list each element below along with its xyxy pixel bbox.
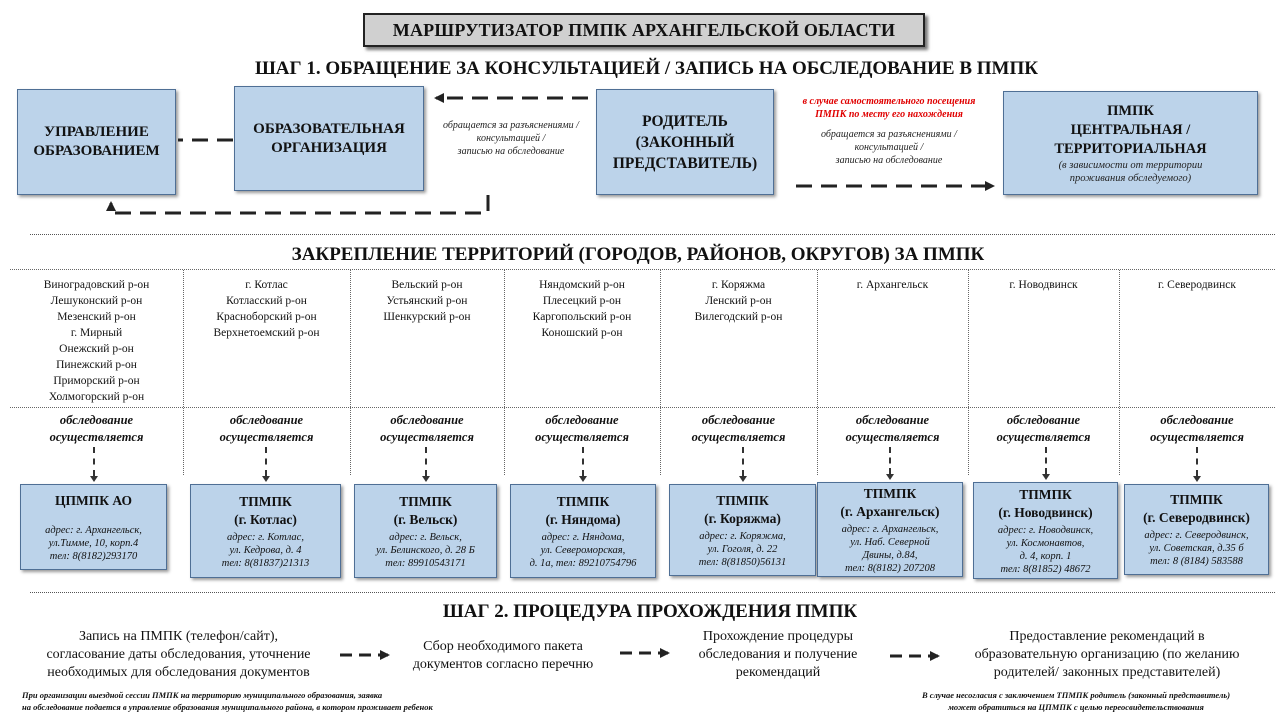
district-item: Няндомский р-он xyxy=(539,279,625,291)
down-arrow-head xyxy=(886,474,894,480)
district-item: Коношский р-он xyxy=(541,327,623,339)
exam-label: обследование осуществляется xyxy=(1150,413,1244,444)
district-item: Лешуконский р-он xyxy=(50,295,143,307)
pmpk-center-name: ТПМПК (г. Коряжма) xyxy=(704,492,781,526)
pmpk-label: ПМПК ЦЕНТРАЛЬНАЯ / ТЕРРИТОРИАЛЬНАЯ xyxy=(1054,102,1207,157)
down-arrow-head xyxy=(739,476,747,482)
district-item: г. Новодвинск xyxy=(1009,279,1078,291)
pmpk-center-name: ЦПМПК АО xyxy=(55,492,132,508)
education-dept-label: УПРАВЛЕНИЕ ОБРАЗОВАНИЕМ xyxy=(33,124,160,159)
district-list xyxy=(968,277,1119,293)
territory-heading: ЗАКРЕПЛЕНИЕ ТЕРРИТОРИЙ (ГОРОДОВ, РАЙОНОВ, ОКРУГОВ) ЗА ПМПК xyxy=(291,244,985,265)
district-item: Виноградовский р-он xyxy=(43,279,150,291)
footnote-right: В случае несогласия с заключением ТПМПК родитель (законный представитель) может обратиться на ЦПМПК с целью переосвидетельствования xyxy=(921,690,1231,712)
exam-label: обследование осуществляется xyxy=(845,413,940,444)
exam-label: обследование осуществляется xyxy=(219,413,314,444)
divider-1 xyxy=(30,234,1275,235)
exam-label: обследование осуществляется xyxy=(380,413,474,444)
step2-item-4: Предоставление рекомендаций в образовательную организацию (по желанию родителей/ законных представителей) xyxy=(974,629,1240,680)
district-item: г. Северодвинск xyxy=(1157,279,1236,291)
pmpk-center-box xyxy=(1124,484,1269,575)
pmpk-center-name: ТПМПК (г. Котлас) xyxy=(234,493,297,527)
footnote-left: При организации выездной сессии ПМПК на территорию муниципального образования, заявка на обследование подается в управление образования муниципального района, в котором проживает ребенок xyxy=(22,690,433,712)
district-item: Ленский р-он xyxy=(705,295,772,307)
down-arrow-head xyxy=(1193,476,1201,482)
pmpk-center-address: адрес: г. Няндома, ул. Североморская, д. 1а, тел: 89210754796 xyxy=(529,531,637,569)
step2-item-1: Запись на ПМПК (телефон/сайт), согласование даты обследования, уточнение необходимых для обследования документов xyxy=(46,629,311,680)
pmpk-center-box xyxy=(973,482,1118,579)
district-item: Вельский р-он xyxy=(391,279,463,291)
district-item: Пинежский р-он xyxy=(56,359,137,371)
page-title: МАРШРУТИЗАТОР ПМПК АРХАНГЕЛЬСКОЙ ОБЛАСТИ xyxy=(363,13,925,47)
step2-heading: ШАГ 2. ПРОЦЕДУРА ПРОХОЖДЕНИЯ ПМПК xyxy=(442,601,858,622)
parent-box xyxy=(596,89,774,195)
note-right-red: в случае самостоятельного посещения ПМПК по месту его нахождения xyxy=(802,96,976,120)
pmpk-center-name: ТПМПК (г. Вельск) xyxy=(393,493,458,527)
down-arrow-line xyxy=(265,447,267,476)
step1-heading: ШАГ 1. ОБРАЩЕНИЕ ЗА КОНСУЛЬТАЦИЕЙ / ЗАПИСЬ НА ОБСЛЕДОВАНИЕ В ПМПК xyxy=(254,58,1039,79)
pmpk-box xyxy=(1003,91,1258,195)
down-arrow-line xyxy=(425,447,427,476)
pmpk-center-name: ТПМПК (г. Архангельск) xyxy=(840,485,940,519)
exam-label: обследование осуществляется xyxy=(996,413,1091,444)
edu-org-box xyxy=(234,86,424,191)
district-list xyxy=(350,277,504,325)
pmpk-center-box xyxy=(669,484,816,576)
district-list xyxy=(1119,277,1275,293)
pmpk-center-address: адрес: г. Новодвинск, ул. Космонавтов, д. 4, корп. 1 тел: 8(81852) 48672 xyxy=(997,524,1094,575)
down-arrow-line xyxy=(582,447,584,476)
down-arrow-head xyxy=(422,476,430,482)
pmpk-center-box xyxy=(817,482,963,577)
exam-label: обследование осуществляется xyxy=(49,413,144,444)
pmpk-center-box xyxy=(20,484,167,570)
district-item: Приморский р-он xyxy=(53,375,140,387)
down-arrow-head xyxy=(579,476,587,482)
district-item: Верхнетоемский р-он xyxy=(213,327,320,339)
district-item: Вилегодский р-он xyxy=(694,311,783,323)
down-arrow-line xyxy=(93,447,95,476)
down-arrow-line xyxy=(742,447,744,476)
district-list xyxy=(504,277,660,341)
step2-item-2: Сбор необходимого пакета документов согласно перечню xyxy=(412,639,594,672)
down-arrow-line xyxy=(889,447,891,474)
district-list xyxy=(10,277,183,405)
district-item: Котласский р-он xyxy=(226,295,307,307)
pmpk-center-address: адрес: г. Северодвинск, ул. Советская, д.35 б тел: 8 (8184) 583588 xyxy=(1144,530,1249,567)
pmpk-center-box xyxy=(510,484,656,578)
district-item: Красноборский р-он xyxy=(216,311,317,323)
pmpk-center-address: адрес: г. Архангельск, ул.Тимме, 10, корп.4 тел: 8(8182)293170 xyxy=(45,524,142,562)
pmpk-center-name: ТПМПК (г. Новодвинск) xyxy=(998,486,1093,520)
district-item: г. Котлас xyxy=(245,279,288,291)
down-arrow-line xyxy=(1196,447,1198,476)
note-left: обращается за разъяснениями / консультацией / записью на обследование xyxy=(443,120,579,157)
territory-mid-rule xyxy=(10,407,1275,408)
down-arrow-head xyxy=(1042,474,1050,480)
pmpk-center-address: адрес: г. Вельск, ул. Белинского, д. 28 Б тел: 89910543171 xyxy=(376,531,475,569)
exam-label: обследование осуществляется xyxy=(691,413,786,444)
district-item: Холмогорский р-он xyxy=(48,391,145,403)
pmpk-center-address: адрес: г. Коряжма, ул. Гоголя, д. 22 тел: 8(81850)56131 xyxy=(698,530,787,568)
edu-org-label: ОБРАЗОВАТЕЛЬНАЯ ОРГАНИЗАЦИЯ xyxy=(253,120,405,156)
district-item: Онежский р-он xyxy=(59,343,134,355)
district-item: Мезенский р-он xyxy=(57,311,136,323)
down-arrow-head xyxy=(262,476,270,482)
pmpk-center-box xyxy=(354,484,497,578)
district-list xyxy=(660,277,817,325)
district-list xyxy=(183,277,350,341)
parent-label: РОДИТЕЛЬ (ЗАКОННЫЙ ПРЕДСТАВИТЕЛЬ) xyxy=(612,112,758,172)
down-arrow-head xyxy=(90,476,98,482)
district-item: г. Коряжма xyxy=(711,279,766,291)
exam-label: обследование осуществляется xyxy=(535,413,629,444)
district-item: г. Мирный xyxy=(70,327,123,339)
pmpk-center-address: адрес: г. Архангельск, ул. Наб. Северной Двины, д.84, тел: 8(8182) 207208 xyxy=(841,523,939,574)
district-item: г. Архангельск xyxy=(856,279,929,291)
district-item: Плесецкий р-он xyxy=(542,295,622,307)
down-arrow-line xyxy=(1045,447,1047,474)
education-dept-box xyxy=(17,89,176,195)
district-item: Каргопольский р-он xyxy=(532,311,632,323)
district-item: Устьянский р-он xyxy=(386,295,468,307)
note-right: обращается за разъяснениями / консультацией / записью на обследование xyxy=(821,129,957,166)
pmpk-note: (в зависимости от территории проживания обследуемого) xyxy=(1058,159,1203,184)
divider-2 xyxy=(30,592,1275,593)
pmpk-center-name: ТПМПК (г. Северодвинск) xyxy=(1143,492,1250,525)
district-item: Шенкурский р-он xyxy=(383,311,471,323)
district-list xyxy=(817,277,968,293)
arrow-parent-to-dept xyxy=(111,195,488,213)
territory-top-rule xyxy=(10,269,1275,270)
pmpk-center-box xyxy=(190,484,341,578)
pmpk-center-address: адрес: г. Котлас, ул. Кедрова, д. 4 тел: 8(81837)21313 xyxy=(221,531,310,569)
step2-item-3: Прохождение процедуры обследования и получение рекомендаций xyxy=(698,629,858,680)
pmpk-center-name: ТПМПК (г. Няндома) xyxy=(545,493,621,527)
